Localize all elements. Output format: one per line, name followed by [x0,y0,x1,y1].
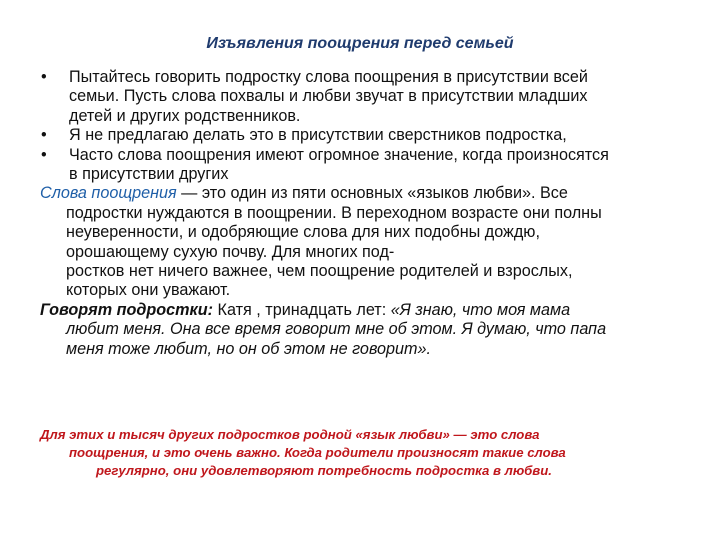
bullet-list [40,68,690,184]
bullet-icon: • [41,68,47,86]
bullet-item [40,68,690,126]
paragraph-line: подростки нуждаются в поощрении. В переходном возрасте они полны [66,203,602,222]
conclusion-text [40,426,690,480]
bullet-item [40,146,690,185]
bullet-icon: • [41,126,47,145]
bullet-item [40,126,690,145]
slide-body [40,68,690,359]
paragraph-line: — это один из пяти основных «языков любви». Все [176,184,568,203]
bullet-icon: • [41,145,47,164]
quote-line: меня тоже любит, но он об этом не говорит». [66,339,432,358]
bullet-line: Пытайтесь говорить подростку слова поощрения в присутствии всей [69,68,588,86]
love-language-paragraph [40,184,690,262]
bullet-line: Часто слова поощрения имеют огромное значение, когда произносятся [69,145,609,164]
conclusion-line: регулярно, они удовлетворяют потребность подростка в любви. [96,463,552,478]
love-language-paragraph-continued [40,262,690,301]
speaker-text: Катя , тринадцать лет: [213,300,391,319]
paragraph-line: которых они уважают. [66,281,231,300]
quote-line: «Я знаю, что моя мама [390,300,571,319]
bullet-line: детей и других родственников. [69,106,301,125]
bullet-line: в присутствии других [69,165,229,184]
quote-line: любит меня. Она все время говорит мне об этом. Я думаю, что папа [66,320,607,339]
quote-label: Говорят подростки: [40,300,214,319]
teen-quote-paragraph [40,301,690,359]
bullet-line: семьи. Пусть слова похвалы и любви звучат в присутствии младших [69,87,588,106]
conclusion-line: поощрения, и это очень важно. Когда родители произносят такие слова [69,445,566,460]
term-highlight: Слова поощрения [40,184,177,203]
bullet-line: Я не предлагаю делать это в присутствии сверстников подростка, [69,126,567,145]
conclusion-line: Для этих и тысяч других подростков родной «язык любви» — это слова [40,427,540,442]
paragraph-line: ростков нет ничего важнее, чем поощрение родителей и взрослых, [66,262,573,281]
slide-title: Изъявления поощрения перед семьей [206,35,514,52]
paragraph-line: орошающему сухую почву. Для многих под- [66,242,395,261]
paragraph-line: неуверенности, и одобряющие слова для них подобны дождю, [66,223,540,242]
